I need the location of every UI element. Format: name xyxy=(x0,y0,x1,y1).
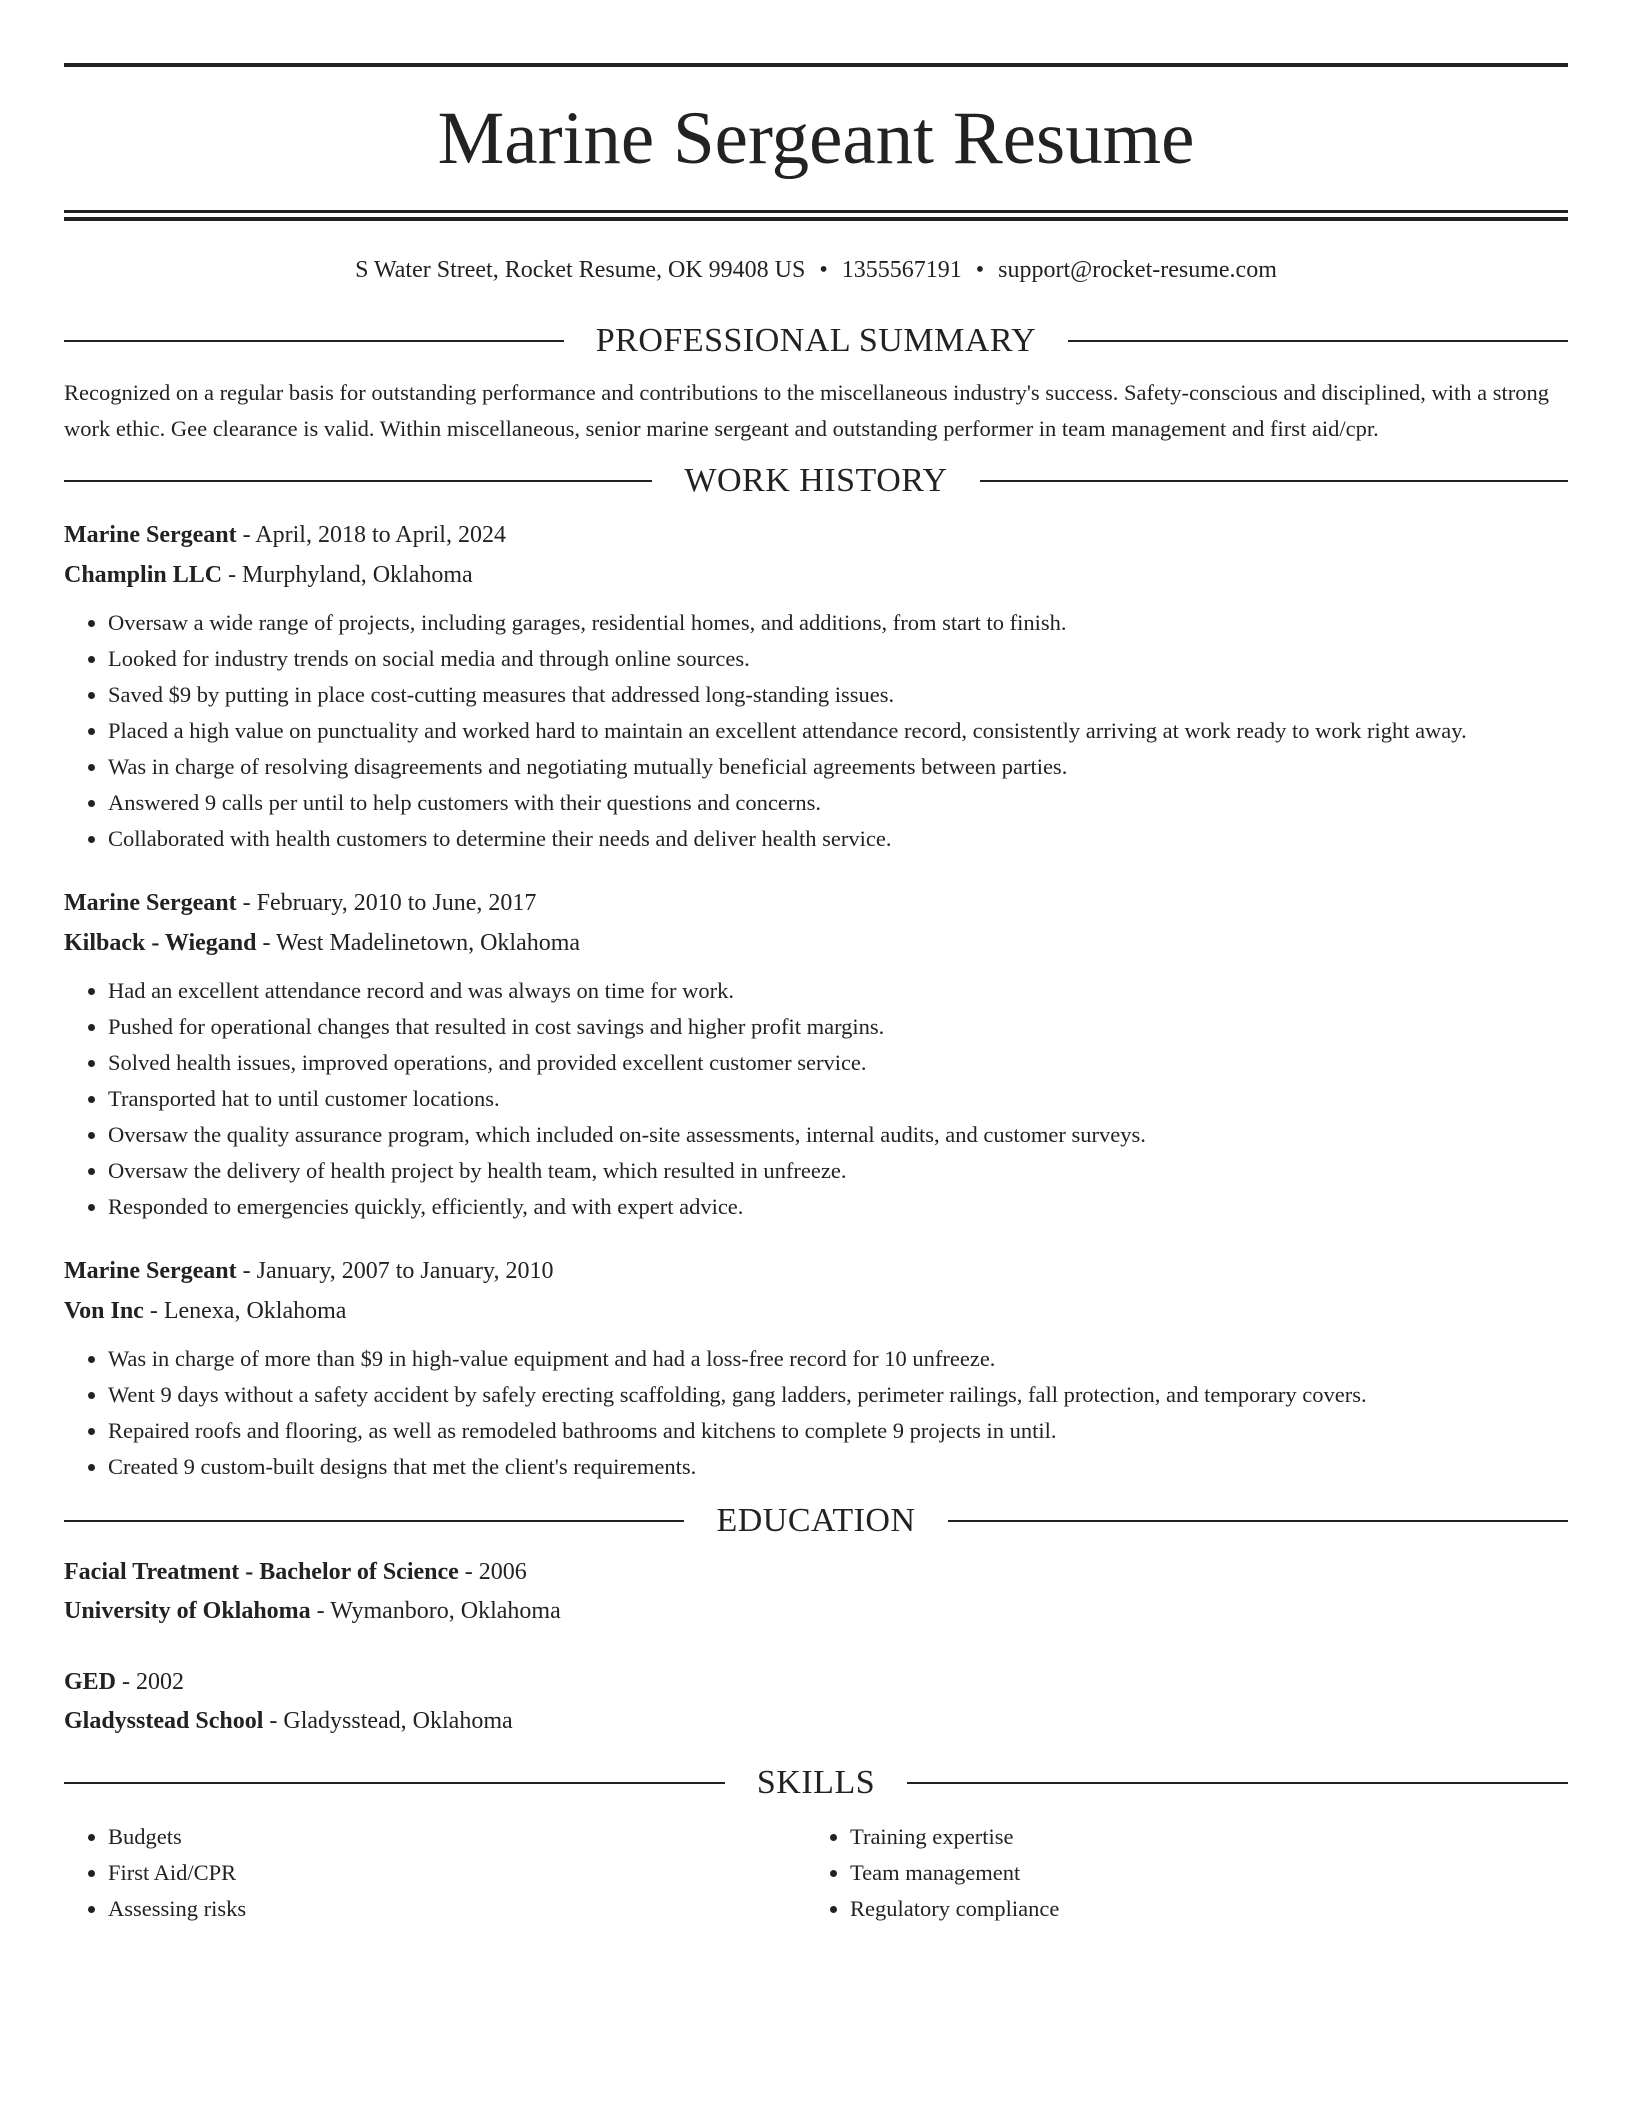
job-entry xyxy=(64,515,1568,857)
job-duty-item: • Pushed for operational changes that resulted in cost savings and higher profit margins. xyxy=(108,1009,1568,1045)
resume-page xyxy=(64,0,1568,1927)
job-duty-item: • Had an excellent attendance record and was always on time for work. xyxy=(108,973,1568,1009)
skill-item: • Assessing risks xyxy=(108,1891,806,1927)
job-duty-item: • Looked for industry trends on social media and through online sources. xyxy=(108,641,1568,677)
section-header-education xyxy=(64,1501,1568,1541)
section-rule-right xyxy=(907,1782,1568,1784)
job-location: - West Madelinetown, Oklahoma xyxy=(256,930,581,956)
section-rule-right xyxy=(1068,340,1568,342)
contact-email: support@rocket-resume.com xyxy=(998,257,1277,283)
job-entry xyxy=(64,883,1568,1225)
skills-column-left xyxy=(64,1819,806,1927)
section-title-work-history: WORK HISTORY xyxy=(684,462,948,499)
section-title-skills: SKILLS xyxy=(756,1764,876,1801)
skill-item: • Budgets xyxy=(108,1819,806,1855)
job-duty-item: • Solved health issues, improved operations, and provided excellent customer service. xyxy=(108,1045,1568,1081)
section-header-skills xyxy=(64,1763,1568,1803)
job-duty-item: • Oversaw the delivery of health project by health team, which resulted in unfreeze. xyxy=(108,1153,1568,1189)
job-location: - Lenexa, Oklahoma xyxy=(143,1298,347,1324)
job-duty-item: • Saved $9 by putting in place cost-cutting measures that addressed long-standing issues. xyxy=(108,677,1568,713)
job-duty-item: • Answered 9 calls per until to help customers with their questions and concerns. xyxy=(108,785,1568,821)
contact-phone: 1355567191 xyxy=(841,257,962,283)
education-year: - 2006 xyxy=(458,1559,527,1585)
section-title-summary: PROFESSIONAL SUMMARY xyxy=(595,322,1037,359)
section-title-education: EDUCATION xyxy=(716,1502,916,1539)
section-rule-right xyxy=(948,1520,1568,1522)
skills-columns xyxy=(64,1819,1568,1927)
job-company: Champlin LLC xyxy=(64,562,223,588)
resume-title: Marine Sergeant Resume xyxy=(437,97,1195,180)
section-rule-left xyxy=(64,480,652,482)
job-duty-item: • Repaired roofs and flooring, as well as remodeled bathrooms and kitchens to complete 9 projects in until. xyxy=(108,1413,1568,1449)
education-school-line xyxy=(64,1702,1568,1741)
section-rule-left xyxy=(64,1520,684,1522)
header-top-rule xyxy=(64,63,1568,67)
job-duty-item: • Collaborated with health customers to determine their needs and deliver health service. xyxy=(108,821,1568,857)
job-duty-item: • Transported hat to until customer locations. xyxy=(108,1081,1568,1117)
job-duties-list xyxy=(64,605,1568,857)
education-degree-line xyxy=(64,1663,1568,1702)
job-duty-item: • Created 9 custom-built designs that met the client's requirements. xyxy=(108,1449,1568,1485)
section-header-summary xyxy=(64,321,1568,361)
contact-line xyxy=(64,255,1568,285)
section-rule-left xyxy=(64,340,564,342)
job-duty-item: • Went 9 days without a safety accident by safely erecting scaffolding, gang ladders, perimeter railings, fall protection, and temporary covers. xyxy=(108,1377,1568,1413)
job-title: Marine Sergeant xyxy=(64,890,237,916)
section-header-work-history xyxy=(64,461,1568,501)
job-duty-item: • Placed a high value on punctuality and worked hard to maintain an excellent attendance record, consistently arriving at work ready to work right away. xyxy=(108,713,1568,749)
education-degree: Facial Treatment - Bachelor of Science xyxy=(64,1559,459,1585)
education-school: Gladysstead School xyxy=(64,1708,264,1734)
education-year: - 2002 xyxy=(116,1669,185,1695)
summary-text: Recognized on a regular basis for outstanding performance and contributions to the miscellaneous industry's success. Safety-conscious and disciplined, with a strong work ethic. Gee clearance is valid. Within miscellaneous, senior marine sergeant and outstanding performer in team management and first aid/cpr. xyxy=(64,380,1549,441)
skill-item: • Team management xyxy=(850,1855,1548,1891)
job-company-line xyxy=(64,555,1568,595)
education-degree: GED xyxy=(64,1669,117,1695)
contact-address: S Water Street, Rocket Resume, OK 99408 US xyxy=(355,257,806,283)
job-company: Von Inc xyxy=(64,1298,144,1324)
education-school: University of Oklahoma xyxy=(64,1598,311,1624)
job-dates: - April, 2018 to April, 2024 xyxy=(236,522,506,548)
job-company-line xyxy=(64,923,1568,963)
job-duty-item: • Oversaw the quality assurance program, which included on-site assessments, internal audits, and customer surveys. xyxy=(108,1117,1568,1153)
work-history-list xyxy=(64,515,1568,1485)
contact-separator: • xyxy=(975,257,985,283)
education-location: - Gladysstead, Oklahoma xyxy=(263,1708,513,1734)
job-duty-item: • Was in charge of more than $9 in high-value equipment and had a loss-free record for 10 unfreeze. xyxy=(108,1341,1568,1377)
job-duty-item: • Responded to emergencies quickly, efficiently, and with expert advice. xyxy=(108,1189,1568,1225)
job-dates: - February, 2010 to June, 2017 xyxy=(236,890,537,916)
job-duty-item: • Oversaw a wide range of projects, including garages, residential homes, and additions, from start to finish. xyxy=(108,605,1568,641)
education-location: - Wymanboro, Oklahoma xyxy=(310,1598,561,1624)
job-company-line xyxy=(64,1291,1568,1331)
education-school-line xyxy=(64,1592,1568,1631)
skill-item: • Training expertise xyxy=(850,1819,1548,1855)
section-rule-right xyxy=(980,480,1568,482)
education-degree-line xyxy=(64,1553,1568,1592)
job-title-line xyxy=(64,883,1568,923)
job-duty-item: • Was in charge of resolving disagreements and negotiating mutually beneficial agreements between parties. xyxy=(108,749,1568,785)
job-duties-list xyxy=(64,1341,1568,1485)
skill-item: • Regulatory compliance xyxy=(850,1891,1548,1927)
job-title: Marine Sergeant xyxy=(64,1258,237,1284)
job-location: - Murphyland, Oklahoma xyxy=(222,562,473,588)
contact-separator: • xyxy=(819,257,828,283)
job-title: Marine Sergeant xyxy=(64,522,237,548)
job-entry xyxy=(64,1251,1568,1485)
education-entry xyxy=(64,1553,1568,1631)
education-entry xyxy=(64,1663,1568,1741)
job-company: Kilback - Wiegand xyxy=(64,930,257,956)
header-double-rule xyxy=(64,210,1568,221)
job-duties-list xyxy=(64,973,1568,1225)
job-dates: - January, 2007 to January, 2010 xyxy=(236,1258,554,1284)
skills-column-right xyxy=(806,1819,1548,1927)
job-title-line xyxy=(64,515,1568,555)
skill-item: • First Aid/CPR xyxy=(108,1855,806,1891)
job-title-line xyxy=(64,1251,1568,1291)
section-rule-left xyxy=(64,1782,725,1784)
